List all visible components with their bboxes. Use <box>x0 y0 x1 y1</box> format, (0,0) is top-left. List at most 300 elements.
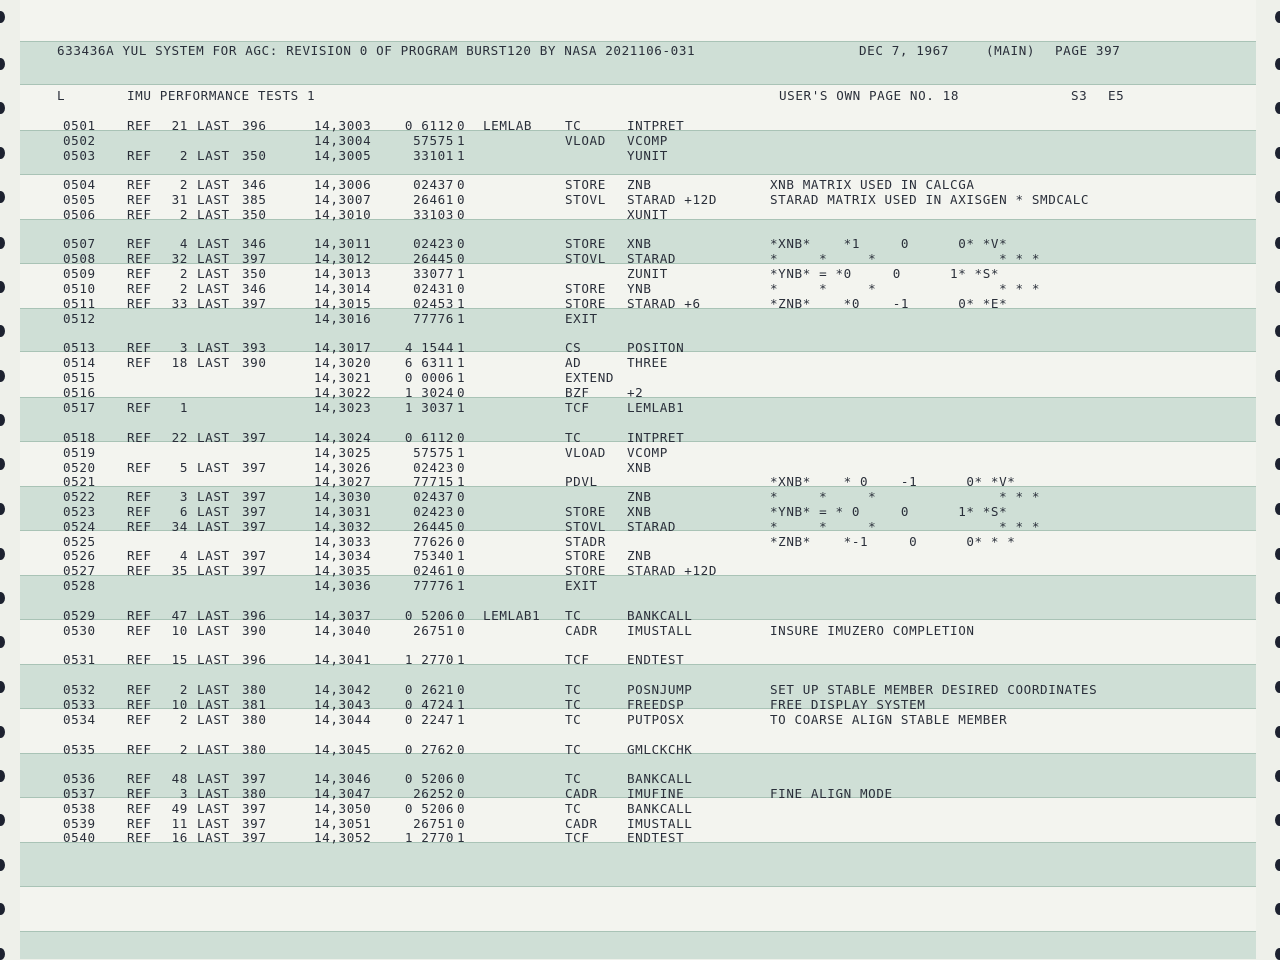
ref-label: REF <box>127 266 152 281</box>
last-label: LAST <box>197 682 230 697</box>
ref-count: 11 <box>171 816 188 831</box>
opcode: PDVL <box>565 474 598 489</box>
parity-flag: 0 <box>457 534 466 549</box>
parity-flag: 1 <box>457 370 466 385</box>
comment: * * * * * * <box>770 251 1041 266</box>
last-label: LAST <box>197 266 230 281</box>
opcode: VLOAD <box>565 445 606 460</box>
address: 14,3045 <box>314 742 372 757</box>
ref-label: REF <box>127 207 152 222</box>
address: 14,3041 <box>314 652 372 667</box>
log-letter: L <box>57 88 66 103</box>
ref-label: REF <box>127 355 152 370</box>
last-page: 350 <box>242 207 267 222</box>
address: 14,3007 <box>314 192 372 207</box>
operand: INTPRET <box>627 118 685 133</box>
ref-label: REF <box>127 652 152 667</box>
listing-row <box>0 236 1280 251</box>
ref-label: REF <box>127 504 152 519</box>
ref-label: REF <box>127 623 152 638</box>
band <box>20 842 1256 886</box>
ref-label: REF <box>127 296 152 311</box>
last-page: 346 <box>242 281 267 296</box>
listing-row <box>0 489 1280 504</box>
octal-word: 0 0006 <box>404 370 454 385</box>
header-page: PAGE 397 <box>1055 43 1121 58</box>
last-label: LAST <box>197 548 230 563</box>
octal-word: 0 4724 <box>404 697 454 712</box>
ruling-line <box>20 886 1256 887</box>
parity-flag: 0 <box>457 118 466 133</box>
listing-row <box>0 370 1280 385</box>
last-label: LAST <box>197 712 230 727</box>
last-page: 397 <box>242 460 267 475</box>
operand: GMLCKCHK <box>627 742 693 757</box>
comment: XNB MATRIX USED IN CALCGA <box>770 177 975 192</box>
ref-count: 5 <box>179 460 188 475</box>
line-number: 0509 <box>63 266 96 281</box>
line-number: 0504 <box>63 177 96 192</box>
last-label: LAST <box>197 830 230 845</box>
opcode: STADR <box>565 534 606 549</box>
listing-row <box>0 652 1280 667</box>
ref-label: REF <box>127 460 152 475</box>
ref-label: REF <box>127 742 152 757</box>
opcode: STORE <box>565 563 606 578</box>
parity-flag: 0 <box>457 177 466 192</box>
operand: XNB <box>627 236 652 251</box>
octal-word: 0 6112 <box>404 118 454 133</box>
octal-word: 77776 <box>413 311 454 326</box>
listing-row <box>0 742 1280 757</box>
line-number: 0514 <box>63 355 96 370</box>
address: 14,3047 <box>314 786 372 801</box>
ref-label: REF <box>127 340 152 355</box>
line-number: 0501 <box>63 118 96 133</box>
line-number: 0527 <box>63 563 96 578</box>
ref-count: 3 <box>179 489 188 504</box>
address: 14,3023 <box>314 400 372 415</box>
opcode: STORE <box>565 177 606 192</box>
ref-count: 2 <box>179 266 188 281</box>
listing-row <box>0 430 1280 445</box>
last-label: LAST <box>197 177 230 192</box>
ref-count: 2 <box>179 207 188 222</box>
octal-word: 26445 <box>413 519 454 534</box>
octal-word: 33103 <box>413 207 454 222</box>
opcode: STORE <box>565 236 606 251</box>
listing-row <box>0 177 1280 192</box>
operand: THREE <box>627 355 668 370</box>
user-page-number: USER'S OWN PAGE NO. 18 <box>779 88 960 103</box>
address: 14,3040 <box>314 623 372 638</box>
octal-word: 26751 <box>413 816 454 831</box>
parity-flag: 1 <box>457 340 466 355</box>
line-number: 0533 <box>63 697 96 712</box>
ref-label: REF <box>127 830 152 845</box>
feed-hole <box>1275 903 1280 915</box>
operand: POSITON <box>627 340 685 355</box>
last-label: LAST <box>197 652 230 667</box>
listing-row <box>0 266 1280 281</box>
section-title: IMU PERFORMANCE TESTS 1 <box>127 88 316 103</box>
parity-flag: 1 <box>457 474 466 489</box>
octal-word: 02437 <box>413 177 454 192</box>
octal-word: 4 1544 <box>404 340 454 355</box>
address: 14,3044 <box>314 712 372 727</box>
octal-word: 26751 <box>413 623 454 638</box>
ref-count: 3 <box>179 340 188 355</box>
last-page: 397 <box>242 801 267 816</box>
operand: YNB <box>627 281 652 296</box>
line-number: 0526 <box>63 548 96 563</box>
parity-flag: 0 <box>457 385 466 400</box>
line-number: 0511 <box>63 296 96 311</box>
last-page: 381 <box>242 697 267 712</box>
parity-flag: 0 <box>457 786 466 801</box>
ref-label: REF <box>127 430 152 445</box>
listing-row <box>0 786 1280 801</box>
listing-row <box>0 801 1280 816</box>
octal-word: 0 2621 <box>404 682 454 697</box>
listing-row <box>0 474 1280 489</box>
opcode: TCF <box>565 652 590 667</box>
listing-row <box>0 563 1280 578</box>
line-number: 0519 <box>63 445 96 460</box>
operand: ZNB <box>627 548 652 563</box>
ref-count: 21 <box>171 118 188 133</box>
octal-word: 0 2762 <box>404 742 454 757</box>
listing-row <box>0 816 1280 831</box>
last-label: LAST <box>197 801 230 816</box>
ref-label: REF <box>127 712 152 727</box>
ref-count: 22 <box>171 430 188 445</box>
ref-count: 10 <box>171 623 188 638</box>
octal-word: 1 3037 <box>404 400 454 415</box>
opcode: TC <box>565 712 582 727</box>
parity-flag: 1 <box>457 400 466 415</box>
parity-flag: 0 <box>457 281 466 296</box>
last-page: 350 <box>242 266 267 281</box>
ref-count: 4 <box>179 236 188 251</box>
opcode: TC <box>565 608 582 623</box>
last-label: LAST <box>197 296 230 311</box>
parity-flag: 1 <box>457 133 466 148</box>
address: 14,3033 <box>314 534 372 549</box>
last-label: LAST <box>197 118 230 133</box>
parity-flag: 0 <box>457 236 466 251</box>
opcode: VLOAD <box>565 133 606 148</box>
ref-label: REF <box>127 608 152 623</box>
address: 14,3014 <box>314 281 372 296</box>
octal-word: 1 2770 <box>404 652 454 667</box>
address: 14,3037 <box>314 608 372 623</box>
octal-word: 02461 <box>413 563 454 578</box>
comment: *YNB* = *0 0 1* *S* <box>770 266 1000 281</box>
operand: XNB <box>627 460 652 475</box>
operand: IMUFINE <box>627 786 685 801</box>
address: 14,3025 <box>314 445 372 460</box>
opcode: CADR <box>565 816 598 831</box>
last-page: 396 <box>242 608 267 623</box>
octal-word: 75340 <box>413 548 454 563</box>
line-number: 0531 <box>63 652 96 667</box>
parity-flag: 0 <box>457 430 466 445</box>
last-label: LAST <box>197 786 230 801</box>
operand: FREEDSP <box>627 697 685 712</box>
parity-flag: 0 <box>457 608 466 623</box>
line-number: 0505 <box>63 192 96 207</box>
comment: FINE ALIGN MODE <box>770 786 893 801</box>
listing-row <box>0 578 1280 593</box>
listing-row <box>0 311 1280 326</box>
listing-row <box>0 192 1280 207</box>
address: 14,3003 <box>314 118 372 133</box>
last-page: 393 <box>242 340 267 355</box>
listing-row <box>0 697 1280 712</box>
ref-label: REF <box>127 548 152 563</box>
ref-count: 10 <box>171 697 188 712</box>
operand: STARAD <box>627 251 677 266</box>
octal-word: 02423 <box>413 460 454 475</box>
line-number: 0536 <box>63 771 96 786</box>
line-number: 0522 <box>63 489 96 504</box>
parity-flag: 0 <box>457 816 466 831</box>
parity-flag: 1 <box>457 355 466 370</box>
operand: BANKCALL <box>627 771 693 786</box>
address: 14,3035 <box>314 563 372 578</box>
listing-row <box>0 608 1280 623</box>
last-page: 397 <box>242 563 267 578</box>
address: 14,3026 <box>314 460 372 475</box>
opcode: EXIT <box>565 311 598 326</box>
feed-hole <box>0 58 5 70</box>
parity-flag: 1 <box>457 548 466 563</box>
address: 14,3052 <box>314 830 372 845</box>
opcode: TC <box>565 118 582 133</box>
feed-hole <box>0 859 5 871</box>
address: 14,3017 <box>314 340 372 355</box>
parity-flag: 0 <box>457 742 466 757</box>
parity-flag: 1 <box>457 296 466 311</box>
parity-flag: 0 <box>457 801 466 816</box>
opcode: CADR <box>565 786 598 801</box>
comment: *YNB* = * 0 0 1* *S* <box>770 504 1008 519</box>
opcode: STORE <box>565 296 606 311</box>
line-number: 0503 <box>63 148 96 163</box>
ref-label: REF <box>127 771 152 786</box>
last-label: LAST <box>197 236 230 251</box>
ref-label: REF <box>127 816 152 831</box>
line-number: 0523 <box>63 504 96 519</box>
parity-flag: 1 <box>457 148 466 163</box>
octal-word: 0 2247 <box>404 712 454 727</box>
ref-label: REF <box>127 519 152 534</box>
parity-flag: 1 <box>457 266 466 281</box>
octal-word: 1 2770 <box>404 830 454 845</box>
listing-row <box>0 445 1280 460</box>
comment: SET UP STABLE MEMBER DESIRED COORDINATES <box>770 682 1098 697</box>
listing-row <box>0 830 1280 845</box>
parity-flag: 0 <box>457 251 466 266</box>
parity-flag: 1 <box>457 652 466 667</box>
address: 14,3032 <box>314 519 372 534</box>
address: 14,3004 <box>314 133 372 148</box>
last-label: LAST <box>197 489 230 504</box>
opcode: TC <box>565 801 582 816</box>
line-number: 0532 <box>63 682 96 697</box>
last-label: LAST <box>197 771 230 786</box>
address: 14,3010 <box>314 207 372 222</box>
feed-hole <box>0 414 5 426</box>
opcode: EXTEND <box>565 370 615 385</box>
ref-label: REF <box>127 177 152 192</box>
comment: * * * * * * <box>770 281 1041 296</box>
line-number: 0518 <box>63 430 96 445</box>
octal-word: 57575 <box>413 133 454 148</box>
ref-count: 2 <box>179 148 188 163</box>
last-page: 396 <box>242 118 267 133</box>
comment: *ZNB* *0 -1 0* *E* <box>770 296 1008 311</box>
operand: PUTPOSX <box>627 712 685 727</box>
ref-count: 2 <box>179 712 188 727</box>
operand: YUNIT <box>627 148 668 163</box>
line-number: 0529 <box>63 608 96 623</box>
parity-flag: 1 <box>457 830 466 845</box>
comment: STARAD MATRIX USED IN AXISGEN * SMDCALC <box>770 192 1090 207</box>
listing-row <box>0 355 1280 370</box>
address: 14,3042 <box>314 682 372 697</box>
line-number: 0507 <box>63 236 96 251</box>
address: 14,3021 <box>314 370 372 385</box>
feed-hole <box>1275 592 1280 604</box>
feed-hole <box>0 325 5 337</box>
opcode: TCF <box>565 400 590 415</box>
last-page: 397 <box>242 771 267 786</box>
last-page: 397 <box>242 830 267 845</box>
listing-row <box>0 133 1280 148</box>
opcode: TC <box>565 742 582 757</box>
line-number: 0537 <box>63 786 96 801</box>
ref-label: REF <box>127 563 152 578</box>
band <box>20 931 1256 959</box>
last-label: LAST <box>197 251 230 266</box>
parity-flag: 0 <box>457 460 466 475</box>
address: 14,3027 <box>314 474 372 489</box>
parity-flag: 0 <box>457 771 466 786</box>
parity-flag: 0 <box>457 207 466 222</box>
feed-hole <box>1275 325 1280 337</box>
listing-row <box>0 534 1280 549</box>
address: 14,3024 <box>314 430 372 445</box>
listing-row <box>0 148 1280 163</box>
opcode: CS <box>565 340 582 355</box>
opcode: EXIT <box>565 578 598 593</box>
line-number: 0513 <box>63 340 96 355</box>
opcode: TC <box>565 682 582 697</box>
comment: FREE DISPLAY SYSTEM <box>770 697 926 712</box>
opcode: TC <box>565 771 582 786</box>
parity-flag: 1 <box>457 712 466 727</box>
comment: *XNB* * 0 -1 0* *V* <box>770 474 1016 489</box>
parity-flag: 0 <box>457 563 466 578</box>
listing-row <box>0 385 1280 400</box>
feed-hole <box>0 102 5 114</box>
operand: ZUNIT <box>627 266 668 281</box>
line-number: 0521 <box>63 474 96 489</box>
opcode: STORE <box>565 281 606 296</box>
last-page: 390 <box>242 355 267 370</box>
opcode: STOVL <box>565 519 606 534</box>
octal-word: 33101 <box>413 148 454 163</box>
listing-row <box>0 400 1280 415</box>
last-label: LAST <box>197 207 230 222</box>
listing-row <box>0 623 1280 638</box>
address: 14,3050 <box>314 801 372 816</box>
operand: BANKCALL <box>627 801 693 816</box>
last-page: 346 <box>242 236 267 251</box>
octal-word: 0 5206 <box>404 608 454 623</box>
ref-label: REF <box>127 236 152 251</box>
last-label: LAST <box>197 281 230 296</box>
ref-label: REF <box>127 148 152 163</box>
parity-flag: 0 <box>457 519 466 534</box>
operand: ZNB <box>627 177 652 192</box>
last-page: 397 <box>242 519 267 534</box>
ref-count: 18 <box>171 355 188 370</box>
feed-hole <box>1275 859 1280 871</box>
address: 14,3012 <box>314 251 372 266</box>
feed-hole <box>1275 11 1280 23</box>
ref-count: 6 <box>179 504 188 519</box>
ref-count: 2 <box>179 682 188 697</box>
last-page: 380 <box>242 712 267 727</box>
feed-hole <box>1275 102 1280 114</box>
parity-flag: 1 <box>457 311 466 326</box>
address: 14,3013 <box>314 266 372 281</box>
octal-word: 57575 <box>413 445 454 460</box>
opcode: TCF <box>565 830 590 845</box>
comment: *XNB* *1 0 0* *V* <box>770 236 1008 251</box>
feed-hole <box>1275 414 1280 426</box>
octal-word: 26252 <box>413 786 454 801</box>
octal-word: 1 3024 <box>404 385 454 400</box>
last-page: 380 <box>242 786 267 801</box>
last-page: 397 <box>242 296 267 311</box>
operand: IMUSTALL <box>627 816 693 831</box>
operand: STARAD +12D <box>627 192 718 207</box>
line-number: 0520 <box>63 460 96 475</box>
octal-word: 02437 <box>413 489 454 504</box>
ref-count: 16 <box>171 830 188 845</box>
octal-word: 26445 <box>413 251 454 266</box>
operand: STARAD +12D <box>627 563 718 578</box>
last-label: LAST <box>197 192 230 207</box>
last-label: LAST <box>197 148 230 163</box>
address: 14,3016 <box>314 311 372 326</box>
last-label: LAST <box>197 816 230 831</box>
last-page: 397 <box>242 816 267 831</box>
last-label: LAST <box>197 430 230 445</box>
opcode: TC <box>565 430 582 445</box>
last-label: LAST <box>197 355 230 370</box>
listing-row <box>0 281 1280 296</box>
listing-row <box>0 682 1280 697</box>
listing-row <box>0 712 1280 727</box>
comment: INSURE IMUZERO COMPLETION <box>770 623 975 638</box>
comment: TO COARSE ALIGN STABLE MEMBER <box>770 712 1008 727</box>
operand: ENDTEST <box>627 652 685 667</box>
